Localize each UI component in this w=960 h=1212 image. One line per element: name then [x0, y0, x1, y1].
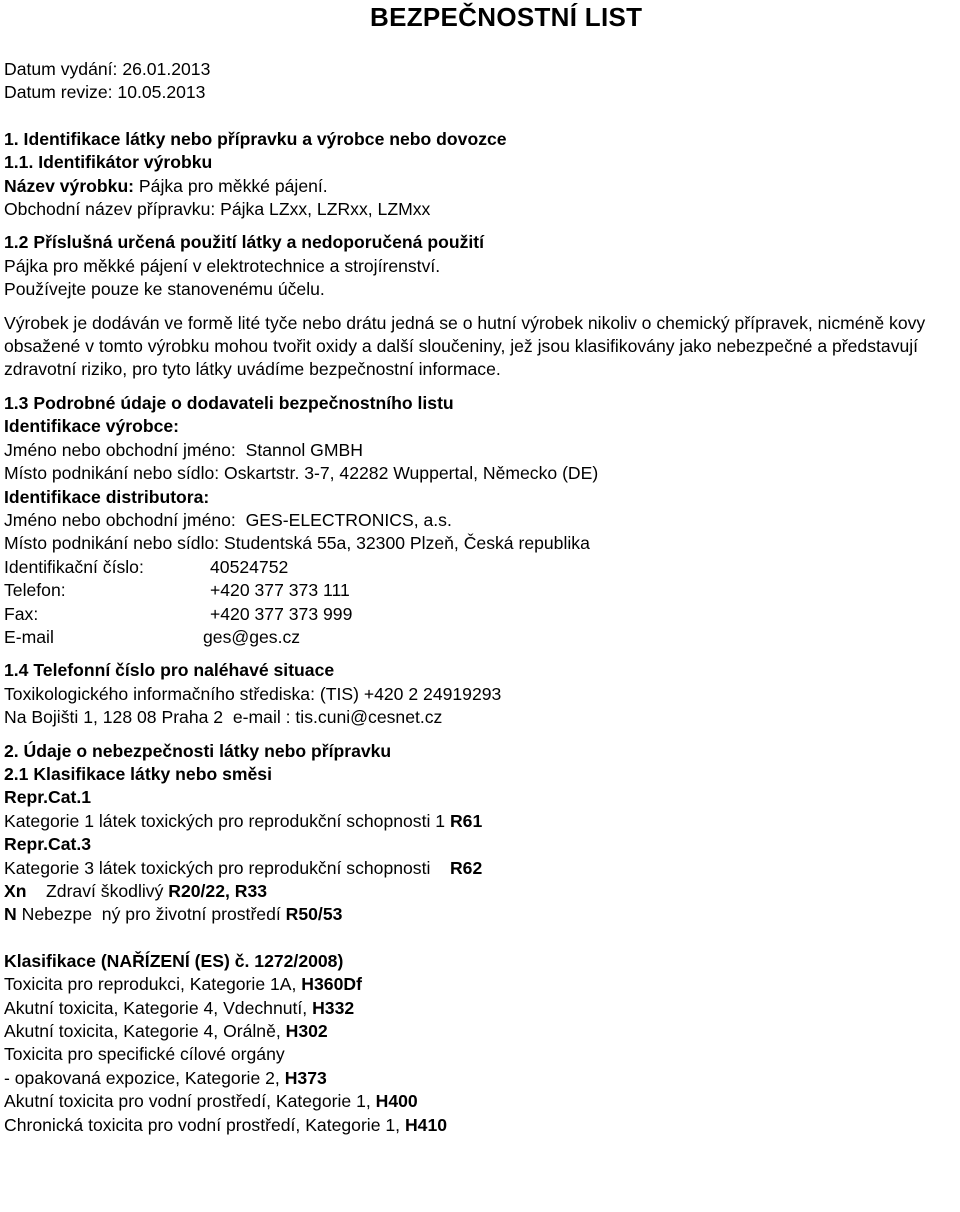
- classification-heading: Klasifikace (NAŘÍZENÍ (ES) č. 1272/2008): [4, 950, 344, 971]
- repr-cat-3-text: Kategorie 3 látek toxických pro reprodukční schopnosti: [4, 857, 450, 878]
- hazard-line-3: [4, 1020, 956, 1043]
- hazard-5-text: - opakovaná expozice, Kategorie 2,: [4, 1067, 285, 1088]
- distributor-address: Místo podnikání nebo sídlo: Studentská 55a, 32300 Plzeň, Česká republika: [4, 533, 590, 554]
- section-1-1-heading: 1.1. Identifikátor výrobku: [4, 152, 213, 173]
- document-title: BEZPEČNOSTNÍ LIST: [370, 2, 643, 32]
- hazard-line-7: [4, 1114, 956, 1137]
- product-name-line: [4, 175, 956, 198]
- tis-address: Na Bojišti 1, 128 08 Praha 2 e-mail : tis.cuni@cesnet.cz: [4, 707, 443, 728]
- n-line: [4, 903, 956, 926]
- n-code: R50/53: [285, 904, 343, 925]
- distributor-name: Jméno nebo obchodní jméno: GES-ELECTRONICS, a.s.: [4, 509, 452, 530]
- repr-cat-3-code: R62: [449, 857, 483, 878]
- section-2-heading: 2. Údaje o nebezpečnosti látky nebo přípravku: [4, 740, 392, 761]
- hazard-2-code: H332: [312, 997, 355, 1018]
- hazard-5-code: H373: [284, 1067, 327, 1088]
- hazard-line-1: [4, 973, 956, 996]
- hazard-7-code: H410: [404, 1114, 448, 1135]
- repr-cat-1-code: R61: [449, 810, 483, 831]
- use-line-2: Používejte pouze ke stanovenému účelu.: [4, 279, 325, 300]
- id-number-label: Identifikační číslo:: [4, 556, 144, 577]
- repr-cat-1-label: Repr.Cat.1: [4, 787, 92, 808]
- fax-row: [4, 603, 956, 626]
- id-number-value: 40524752: [210, 556, 289, 577]
- manufacturer-name: Jméno nebo obchodní jméno: Stannol GMBH: [4, 439, 363, 460]
- fax-value: +420 377 373 999: [210, 603, 353, 624]
- section-1-heading: 1. Identifikace látky nebo přípravku a výrobce nebo dovozce: [4, 128, 507, 149]
- hazard-6-code: H400: [375, 1091, 418, 1112]
- section-2-1-heading: 2.1 Klasifikace látky nebo směsi: [4, 763, 272, 784]
- n-text: Nebezpe ný pro životní prostředí: [16, 904, 286, 925]
- repr-cat-1-text: Kategorie 1 látek toxických pro reprodukční schopnosti 1: [4, 810, 450, 831]
- manufacturer-address: Místo podnikání nebo sídlo: Oskartstr. 3-7, 42282 Wuppertal, Německo (DE): [4, 463, 599, 484]
- email-value: ges@ges.cz: [203, 626, 301, 647]
- hazard-7-text: Chronická toxicita pro vodní prostředí, Kategorie 1,: [4, 1114, 405, 1135]
- xn-label: Xn: [4, 881, 27, 901]
- product-name-value: Pájka pro měkké pájení.: [134, 175, 328, 196]
- manufacturer-heading: Identifikace výrobce:: [4, 416, 180, 437]
- revision-date: Datum revize: 10.05.2013: [4, 82, 206, 103]
- xn-text: Zdraví škodlivý: [26, 881, 169, 901]
- issue-date: Datum vydání: 26.01.2013: [4, 59, 211, 79]
- product-name-label: Název výrobku:: [4, 175, 135, 196]
- xn-code: R20/22, R33: [168, 881, 268, 901]
- xn-line: [4, 880, 956, 903]
- email-label: E-mail: [4, 626, 54, 647]
- hazard-1-code: H360Df: [301, 974, 362, 995]
- hazard-2-text: Akutní toxicita, Kategorie 4, Vdechnutí,: [4, 997, 313, 1018]
- tis-phone: Toxikologického informačního střediska: (TIS) +420 2 24919293: [4, 683, 502, 704]
- hazard-line-4: Toxicita pro specifické cílové orgány: [4, 1044, 285, 1065]
- phone-label: Telefon:: [4, 580, 66, 601]
- hazard-line-6: [4, 1090, 956, 1113]
- phone-value: +420 377 373 111: [210, 580, 350, 601]
- hazard-3-code: H302: [285, 1021, 328, 1042]
- section-1-4-heading: 1.4 Telefonní číslo pro naléhavé situace: [4, 660, 335, 681]
- n-label: N: [4, 904, 17, 925]
- product-description-paragraph: Výrobek je dodáván ve formě lité tyče nebo drátu jedná se o hutní výrobek nikoliv o chemický přípravek, nicméně kovy obsažené v tomto výrobku mohou tvořit oxidy a další sloučeniny, jež jsou klasifikovány jako nebezpečné a představují zdravotní riziko, pro tyto látky uvádíme bezpečnostní informace.: [4, 312, 926, 380]
- hazard-6-text: Akutní toxicita pro vodní prostředí, Kategorie 1,: [4, 1091, 376, 1112]
- section-1-2-heading: 1.2 Příslušná určená použití látky a nedoporučená použití: [4, 232, 485, 253]
- hazard-1-text: Toxicita pro reprodukci, Kategorie 1A,: [4, 974, 302, 995]
- fax-label: Fax:: [4, 603, 39, 624]
- hazard-line-2: [4, 997, 956, 1020]
- use-line-1: Pájka pro měkké pájení v elektrotechnice a strojírenství.: [4, 255, 441, 276]
- section-1-3-heading: 1.3 Podrobné údaje o dodavateli bezpečnostního listu: [4, 392, 454, 413]
- hazard-3-text: Akutní toxicita, Kategorie 4, Orálně,: [4, 1021, 286, 1042]
- trade-name: Obchodní název přípravku: Pájka LZxx, LZRxx, LZMxx: [4, 199, 431, 220]
- id-number-row: [4, 556, 956, 579]
- repr-cat-1-line: [4, 810, 956, 833]
- document-body: [4, 58, 956, 1137]
- email-row: [4, 626, 956, 649]
- repr-cat-3-label: Repr.Cat.3: [4, 834, 92, 855]
- phone-row: [4, 579, 956, 602]
- repr-cat-3-line: [4, 857, 956, 880]
- hazard-line-5: [4, 1067, 956, 1090]
- distributor-heading: Identifikace distributora:: [4, 486, 210, 507]
